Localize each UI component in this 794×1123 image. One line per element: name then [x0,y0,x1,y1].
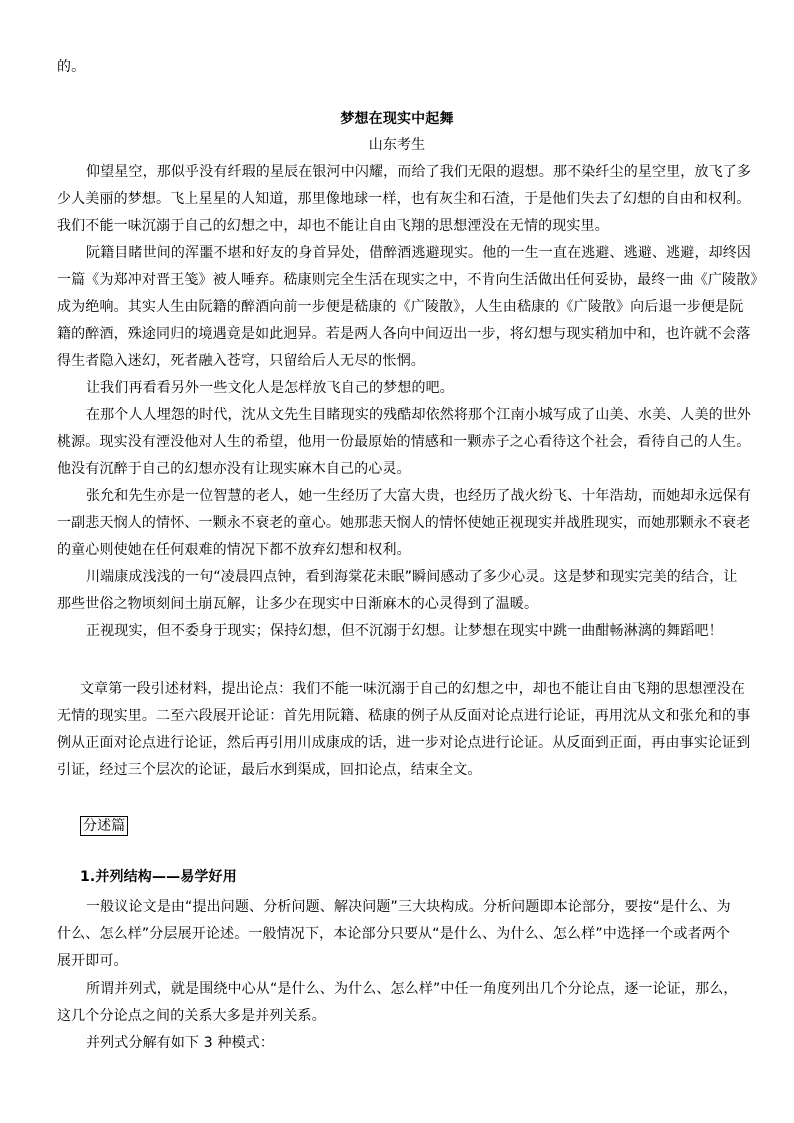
essay-line: 一篇《为郑冲对晋王笺》被人唾弃。嵇康则完全生活在现实之中，不肯向生活做出任何妥协，最终一曲《广陵散》 [57,272,765,288]
subsection-title: 1.并列结构——易学好用 [80,869,237,885]
intro-tail-text: 的。 [57,59,86,75]
commentary-line: 无情的现实里。二至六段展开论证：首先用阮籍、嵇康的例子从反面对论点进行论证，再用沈从文和张允和的事 [57,708,751,724]
section-label: 分述篇 [80,816,128,836]
essay-line: 成为绝响。其实人生由阮籍的醉酒向前一步便是嵇康的《广陵散》，人生由嵇康的《广陵散》向后退一步便是阮 [57,299,744,315]
essay-line: 我们不能一味沉溺于自己的幻想之中，却也不能让自由飞翔的思想湮没在无情的现实里。 [57,218,609,234]
essay-line: 桃源。现实没有湮没他对人生的希望，他用一份最原始的情感和一颗赤子之心看待这个社会，看待自己的人生。 [57,434,751,450]
essay-line: 他没有沉醉于自己的幻想亦没有让现实麻木自己的心灵。 [57,461,411,477]
essay-line: 让我们再看看另外一些文化人是怎样放飞自己的梦想的吧。 [86,380,454,396]
essay-line: 正视现实，但不委身于现实；保持幻想，但不沉溺于幻想。让梦想在现实中跳一曲酣畅淋漓的舞蹈吧！ [86,623,723,639]
body-line: 所谓并列式，就是围绕中心从“是什么、为什么、怎么样”中任一角度列出几个分论点，逐一论证，那么， [86,981,738,997]
essay-author: 山东考生 [368,137,426,153]
body-line: 展开即可。 [57,953,128,969]
body-line: 一般议论文是由“提出问题、分析问题、解决问题”三大块构成。分析问题即本论部分，要按“是什么、为 [86,899,731,915]
body-line: 这几个分论点之间的关系大多是并列关系。 [57,1008,326,1024]
commentary-line: 文章第一段引述材料，提出论点：我们不能一味沉溺于自己的幻想之中，却也不能让自由飞翔的思想湮没在 [80,681,746,697]
essay-title: 梦想在现实中起舞 [340,111,454,127]
essay-line: 少人美丽的梦想。飞上星星的人知道，那里像地球一样，也有灰尘和石渣，于是他们失去了幻想的自由和权利。 [57,191,751,207]
essay-line: 那些世俗之物顷刻间土崩瓦解，让多少在现实中日渐麻木的心灵得到了温暖。 [57,596,539,612]
essay-line: 的童心则使她在任何艰难的情况下都不放弃幻想和权利。 [57,542,411,558]
essay-line: 在那个人人埋怨的时代，沈从文先生目睹现实的残酷却依然将那个江南小城写成了山美、水美、人美的世外 [86,407,752,423]
commentary-line: 引证，经过三个层次的论证，最后水到渠成，回扣论点，结束全文。 [57,762,482,778]
commentary-line: 例从正面对论点进行论证，然后再引用川成康成的话，进一步对论点进行论证。从反面到正面，再由事实论证到 [57,735,751,751]
essay-line: 川端康成浅浅的一句“凌晨四点钟，看到海棠花未眠”瞬间感动了多少心灵。这是梦和现实完美的结合，让 [86,569,738,585]
essay-line: 一副悲天悯人的情怀、一颗永不衰老的童心。她那悲天悯人的情怀使她正视现实并战胜现实，而她那颗永不衰老 [57,515,751,531]
essay-line: 仰望星空，那似乎没有纤瑕的星辰在银河中闪耀，而给了我们无限的遐想。那不染纤尘的星空里，放飞了多 [86,164,752,180]
essay-line: 阮籍目睹世间的浑噩不堪和好友的身首异处，借醉酒逃避现实。他的一生一直在逃避、逃避、逃避，却终因 [86,245,752,261]
essay-line: 张允和先生亦是一位智慧的老人，她一生经历了大富大贵，也经历了战火纷飞、十年浩劫，而她却永远保有 [86,488,752,504]
body-line: 什么、怎么样”分层展开论述。一般情况下，本论部分只要从“是什么、为什么、怎么样”中选择一个或者两个 [57,926,731,942]
essay-line: 得生者隐入迷幻，死者融入苍穹，只留给后人无尽的怅惘。 [57,353,425,369]
body-line: 并列式分解有如下 3 种模式： [86,1035,275,1051]
essay-line: 籍的醉酒，殊途同归的境遇竟是如此迥异。若是两人各向中间迈出一步，将幻想与现实稍加中和，也许就不会落 [57,326,751,342]
